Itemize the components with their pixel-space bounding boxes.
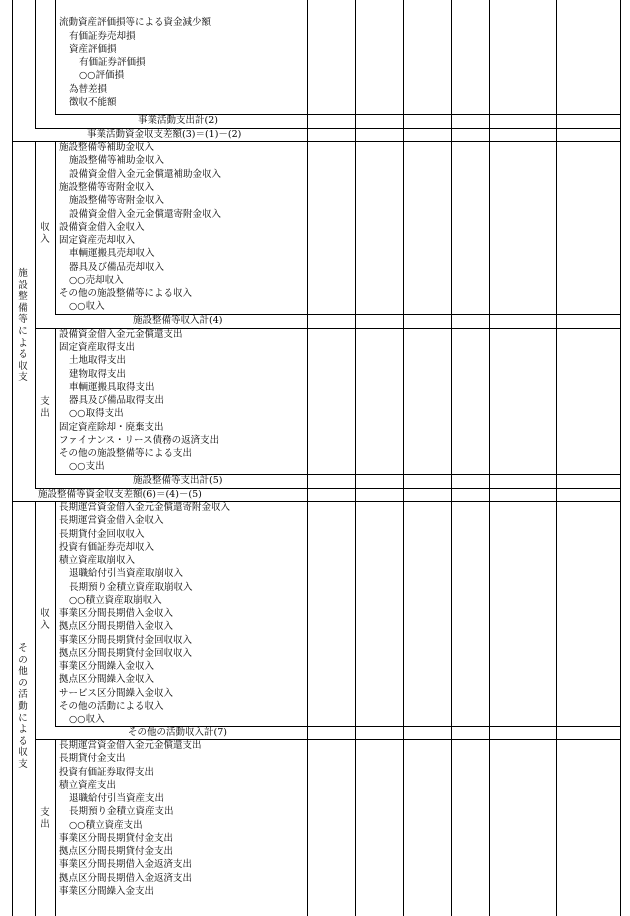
grid-line (55, 739, 56, 916)
balance-label: 事業活動資金収支差額(3)＝(1)－(2) (87, 129, 242, 140)
row-label: 長期運営資金借入金収入 (59, 515, 164, 526)
subtotal-label: 施設整備等支出計(5) (133, 475, 223, 486)
subtotal-label: その他の活動収入計(7) (128, 727, 227, 738)
row-label: ○○積立資産取崩収入 (69, 595, 162, 606)
grid-line (35, 141, 36, 488)
row-label: ○○収入 (69, 714, 105, 725)
row-label: 拠点区分間繰入金収入 (59, 674, 155, 685)
row-label: 固定資産売却収入 (59, 235, 136, 246)
row-label: 流動資産評価損等による資金減少額 (59, 17, 212, 28)
row-label: 事業区分間長期貸付金支出 (59, 833, 174, 844)
row-label: 積立資産取崩収入 (59, 555, 136, 566)
row-label: 長期預り金積立資産支出 (69, 806, 174, 817)
row-label: 事業区分間長期借入金収入 (59, 608, 174, 619)
row-label: 拠点区分間長期借入金返済支出 (59, 873, 193, 884)
expense-label: 支出 (40, 807, 50, 830)
grid-line (55, 501, 56, 726)
row-label: 固定資産取得支出 (59, 342, 136, 353)
subtotal-label: 事業活動支出計(2) (138, 115, 218, 126)
grid-line (55, 328, 56, 474)
row-label: 固定資産除却・廃棄支出 (59, 422, 164, 433)
row-label: その他の活動による収入 (59, 701, 164, 712)
row-label: 退職給付引当資産支出 (69, 793, 165, 804)
row-label: 長期預り金積立資産取崩収入 (69, 582, 193, 593)
grid-line (556, 0, 557, 916)
row-label: 設備資金借入金収入 (59, 222, 145, 233)
row-label: 施設整備等寄附金収入 (69, 195, 165, 206)
row-label: 有価証券売却損 (69, 31, 136, 42)
subtotal-label: 施設整備等収入計(4) (133, 315, 223, 326)
row-label: 車輌運搬具取得支出 (69, 382, 155, 393)
grid-line (35, 501, 36, 916)
row-label: ○○取得支出 (69, 408, 124, 419)
row-label: 事業区分間長期貸付金回収収入 (59, 635, 193, 646)
row-label: 建物取得支出 (69, 369, 127, 380)
row-label: 長期運営資金借入金元金償還支出 (59, 740, 202, 751)
row-label: 車輌運搬具売却収入 (69, 248, 155, 259)
row-label: 長期貸付金回収収入 (59, 529, 145, 540)
row-label: サービス区分間繰入金収入 (59, 688, 174, 699)
row-label: その他の施設整備等による収入 (59, 288, 193, 299)
grid-line (620, 0, 621, 916)
row-label: 事業区分間長期借入金返済支出 (59, 859, 193, 870)
row-label: 施設整備等寄附金収入 (59, 182, 155, 193)
row-label: 為替差損 (69, 84, 108, 95)
row-label: 資産評価損 (69, 44, 117, 55)
row-label: ○○売却収入 (69, 275, 124, 286)
row-label: 事業区分間繰入金支出 (59, 886, 155, 897)
grid-line (12, 0, 13, 916)
row-label: 器具及び備品取得支出 (69, 395, 165, 406)
row-label: ○○積立資産支出 (69, 820, 143, 831)
row-label: ○○評価損 (79, 70, 125, 81)
row-label: 投資有価証券売却収入 (59, 542, 155, 553)
grid-line (55, 0, 56, 114)
grid-line (55, 141, 56, 314)
row-label: 土地取得支出 (69, 355, 127, 366)
row-label: 拠点区分間長期貸付金回収収入 (59, 648, 193, 659)
row-label: 拠点区分間長期借入金収入 (59, 621, 174, 632)
income-label: 収入 (40, 608, 50, 631)
row-label: 有価証券評価損 (79, 57, 146, 68)
balance-label: 施設整備等資金収支差額(6)＝(4)－(5) (38, 489, 202, 500)
grid-line (403, 0, 404, 916)
grid-line (451, 0, 452, 916)
row-label: 設備資金借入金元金償還支出 (59, 329, 183, 340)
expense-label: 支出 (40, 396, 50, 419)
grid-line (489, 0, 490, 916)
row-label: ファイナンス・リース債務の返済支出 (59, 435, 220, 446)
row-label: 徴収不能額 (69, 97, 117, 108)
section-label: その他の活動による収支 (18, 643, 28, 770)
row-label: ○○支出 (69, 461, 105, 472)
grid-line (35, 0, 36, 128)
row-label: 設備資金借入金元金償還補助金収入 (69, 169, 222, 180)
row-label: 退職給付引当資産取崩収入 (69, 568, 184, 579)
row-label: その他の施設整備等による支出 (59, 448, 193, 459)
row-label: 拠点区分間長期貸付金支出 (59, 846, 174, 857)
income-label: 収入 (40, 222, 50, 245)
row-label: 施設整備等補助金収入 (59, 142, 155, 153)
row-label: 設備資金借入金元金償還寄附金収入 (69, 209, 222, 220)
grid-line (307, 0, 308, 916)
row-label: 積立資産支出 (59, 780, 117, 791)
row-label: 器具及び備品売却収入 (69, 262, 165, 273)
row-label: 施設整備等補助金収入 (69, 155, 165, 166)
row-label: 事業区分間繰入金収入 (59, 661, 155, 672)
section-label: 施設整備等による収支 (18, 268, 28, 384)
grid-line (355, 0, 356, 916)
row-label: 長期貸付金支出 (59, 753, 126, 764)
row-label: ○○収入 (69, 301, 105, 312)
row-label: 投資有価証券取得支出 (59, 767, 155, 778)
row-label: 長期運営資金借入金元金償還寄附金収入 (59, 502, 231, 513)
